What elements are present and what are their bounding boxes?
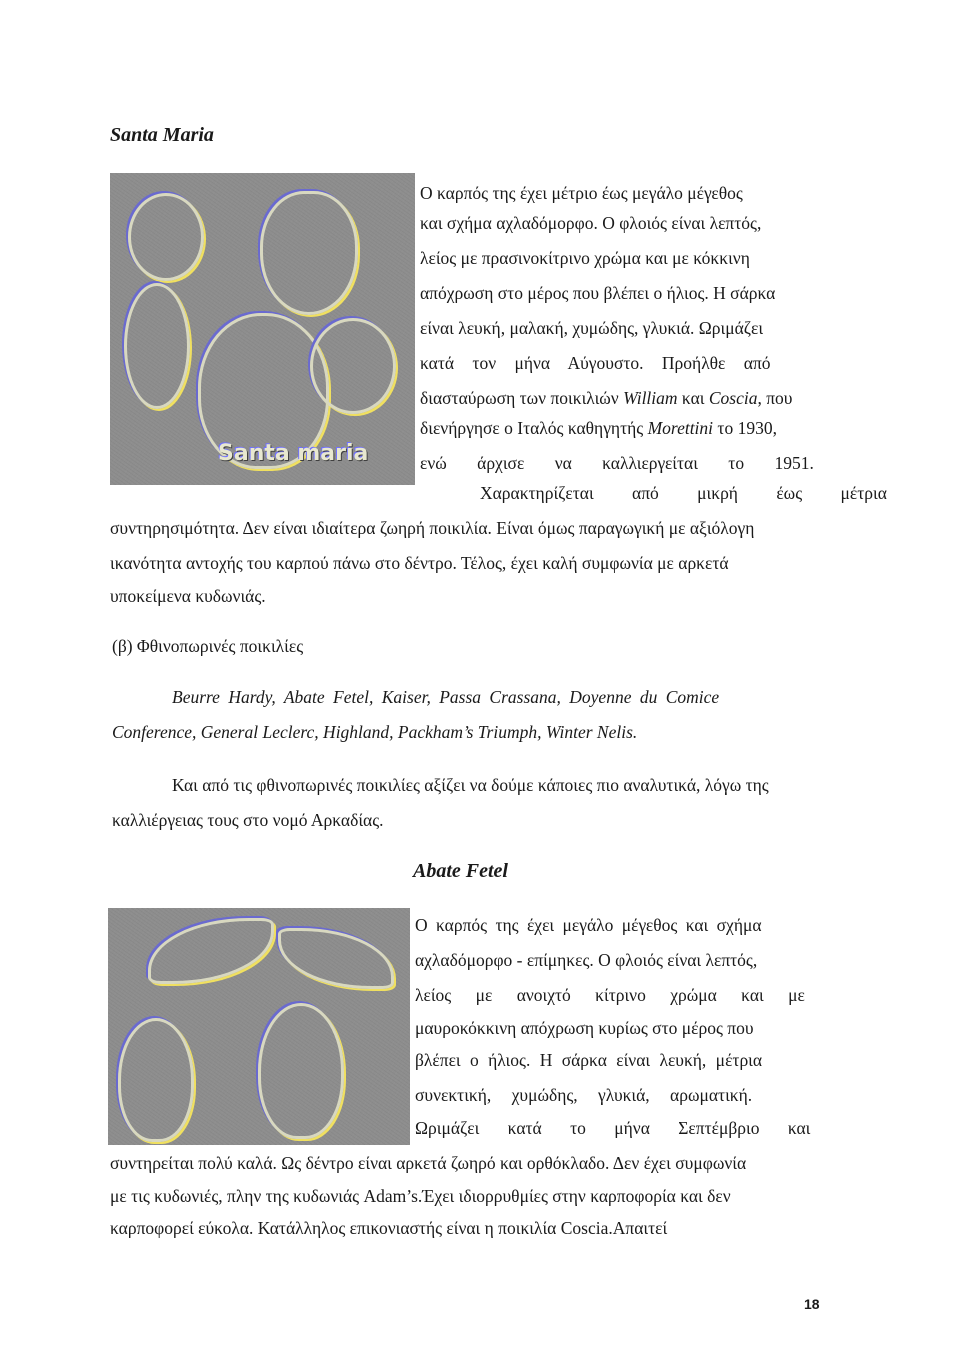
pear-shape: [128, 193, 204, 281]
pear-shape: [258, 1003, 344, 1139]
page-number: 18: [804, 1296, 820, 1312]
varieties-line: Beurre Hardy, Abate Fetel, Kaiser, Passa Crassana, Doyenne du Comice: [172, 687, 720, 707]
variety-coscia: Coscia: [708, 388, 758, 408]
developer-line-pre: διενήργησε ο Ιταλός καθηγητής: [420, 418, 648, 438]
pear-shape: [118, 1018, 194, 1142]
pear-shape: [124, 283, 190, 409]
photo-label: Santa maria: [218, 441, 369, 466]
section-title-santa-maria: Santa Maria: [110, 124, 214, 146]
side-line: βλέπει ο ήλιος. Η σάρκα είναι λευκή, μέτρια: [415, 1050, 763, 1070]
side-line: λείος με ανοιχτό κίτρινο χρώμα και με: [415, 985, 805, 1005]
side-line: και σχήμα αχλαδόμορφο. Ο φλοιός είναι λεπτός,: [420, 213, 762, 233]
side-line: ενώ άρχισε να καλλιεργείται το 1951.: [420, 453, 814, 473]
cross-line: [420, 388, 792, 408]
leaf-shape: [148, 918, 274, 984]
developer-line-post: το 1930,: [713, 418, 777, 438]
full-line: καρποφορεί εύκολα. Κατάλληλος επικονιαστής είναι η ποικιλία Coscia.Απαιτεί: [110, 1218, 668, 1238]
pear-shape: [260, 191, 358, 315]
pear-shape: [310, 318, 396, 414]
leaf-shape: [278, 928, 394, 989]
cross-line-pre: διασταύρωση των ποικιλιών: [420, 388, 624, 408]
side-line: λείος με πρασινοκίτρινο χρώμα και με κόκκινη: [420, 248, 750, 268]
side-line: αχλαδόμορφο - επίμηκες. Ο φλοιός είναι λεπτός,: [415, 950, 758, 970]
intro-line: Και από τις φθινοπωρινές ποικιλίες αξίζει να δούμε κάποιες πιο αναλυτικά, λόγω της: [172, 775, 769, 795]
full-line: συντηρησιμότητα. Δεν είναι ιδιαίτερα ζωηρή ποικιλία. Είναι όμως παραγωγική με αξιόλογη: [110, 518, 755, 538]
abate-fetel-photo: [108, 908, 410, 1145]
cross-line-mid: και: [677, 388, 709, 408]
developer-name: Morettini: [647, 418, 714, 438]
full-line: υποκείμενα κυδωνιάς.: [110, 586, 266, 606]
side-line: είναι λευκή, μαλακή, χυμώδης, γλυκιά. Ωριμάζει: [420, 318, 764, 338]
side-line: Ωριμάζει κατά το μήνα Σεπτέμβριο και: [415, 1118, 811, 1138]
section-title-abate-fetel: Abate Fetel: [413, 860, 508, 882]
side-line: Ο καρπός της έχει μέτριο έως μεγάλο μέγεθος: [420, 183, 743, 203]
subheading-autumn-varieties: (β) Φθινοπωρινές ποικιλίες: [112, 636, 304, 656]
developer-line: [420, 418, 777, 438]
side-line: Ο καρπός της έχει μεγάλο μέγεθος και σχήμα: [415, 915, 762, 935]
full-line: ικανότητα αντοχής του καρπού πάνω στο δέντρο. Τέλος, έχει καλή συμφωνία με αρκετά: [110, 553, 729, 573]
intro-line: καλλιέργειας τους στο νομό Αρκαδίας.: [112, 810, 384, 830]
side-line: Χαρακτηρίζεται από μικρή έως μέτρια: [480, 483, 887, 503]
side-line: μαυροκόκκινη απόχρωση κυρίως στο μέρος που: [415, 1018, 754, 1038]
santa-maria-photo: [110, 173, 415, 485]
side-line: απόχρωση στο μέρος που βλέπει ο ήλιος. Η σάρκα: [420, 283, 776, 303]
cross-line-post: , που: [757, 388, 793, 408]
full-line: με τις κυδωνιές, πλην της κυδωνιάς Adam’s.Έχει ιδιορρυθμίες στην καρποφορία και δεν: [110, 1186, 731, 1206]
varieties-line: Conference, General Leclerc, Highland, Packham’s Triumph, Winter Nelis.: [112, 722, 638, 742]
full-line: συντηρείται πολύ καλά. Ως δέντρο είναι αρκετά ζωηρό και ορθόκλαδο. Δεν έχει συμφωνία: [110, 1153, 747, 1173]
side-line: κατά τον μήνα Αύγουστο. Προήλθε από: [420, 353, 771, 373]
variety-william: William: [623, 388, 678, 408]
side-line: συνεκτική, χυμώδης, γλυκιά, αρωματική.: [415, 1085, 753, 1105]
